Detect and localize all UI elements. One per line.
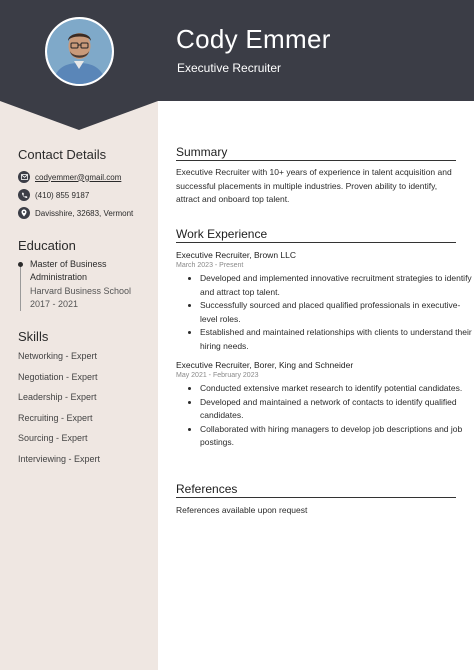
summary-heading: Summary	[176, 145, 456, 161]
phone-icon	[18, 189, 30, 201]
contact-email[interactable]	[18, 170, 121, 184]
location-pin-icon	[18, 207, 30, 219]
location-text: Davisshire, 32683, Vermont	[35, 208, 134, 218]
bullet-item: • Conducted extensive market research to identify potential candidates.	[200, 382, 472, 396]
timeline-line	[20, 263, 21, 311]
timeline-dot	[18, 262, 23, 267]
education-heading: Education	[18, 238, 76, 253]
bullet-item: • Collaborated with hiring managers to develop job descriptions and job postings.	[200, 423, 472, 450]
skill-item: Interviewing - Expert	[18, 454, 101, 464]
email-icon	[18, 171, 30, 183]
degree-line-2: Administration	[30, 272, 88, 282]
school-name: Harvard Business School	[30, 286, 132, 296]
references-text: References available upon request	[176, 505, 308, 515]
profile-photo	[45, 17, 114, 86]
contact-phone	[18, 188, 89, 202]
bullet-item: • Developed and maintained a network of contacts to identify qualified candidates.	[200, 396, 472, 423]
contact-location	[18, 206, 133, 220]
email-link[interactable]: codyemmer@gmail.com	[35, 172, 122, 182]
degree-line-1: Master of Business	[30, 259, 107, 269]
skill-item: Sourcing - Expert	[18, 433, 88, 443]
job-dates: March 2023 - Present	[176, 262, 244, 269]
person-portrait-icon	[47, 19, 112, 84]
references-heading: References	[176, 482, 456, 498]
skill-item: Leadership - Expert	[18, 392, 97, 402]
bullet-item: • Developed and implemented innovative recruitment strategies to identify and attract top talent.	[200, 272, 472, 299]
job-title: Executive Recruiter, Borer, King and Schneider	[176, 360, 354, 370]
bullet-item: • Established and maintained relationships with clients to understand their hiring needs.	[200, 326, 472, 353]
education-years: 2017 - 2021	[30, 299, 79, 309]
job-bullets	[186, 382, 472, 450]
skill-item: Recruiting - Expert	[18, 413, 93, 423]
summary-text: Executive Recruiter with 10+ years of experience in talent acquisition and successful placements in multiple industries. Proven ability to identify, attract and onboard top talent.	[176, 167, 452, 204]
contact-heading: Contact Details	[18, 147, 107, 162]
phone-text: (410) 855 9187	[35, 190, 90, 200]
skill-item: Networking - Expert	[18, 351, 98, 361]
skills-heading: Skills	[18, 329, 49, 344]
candidate-role: Executive Recruiter	[177, 61, 282, 75]
bullet-item: • Successfully sourced and placed qualified professionals in executive-level roles.	[200, 299, 472, 326]
candidate-name: Cody Emmer	[176, 24, 331, 54]
job-bullets	[186, 272, 472, 353]
job-dates: May 2021 - February 2023	[176, 372, 259, 379]
header-notch	[0, 100, 158, 132]
skill-item: Negotiation - Expert	[18, 372, 98, 382]
experience-heading: Work Experience	[176, 227, 456, 243]
sidebar-panel	[0, 101, 158, 670]
job-title: Executive Recruiter, Brown LLC	[176, 250, 296, 260]
